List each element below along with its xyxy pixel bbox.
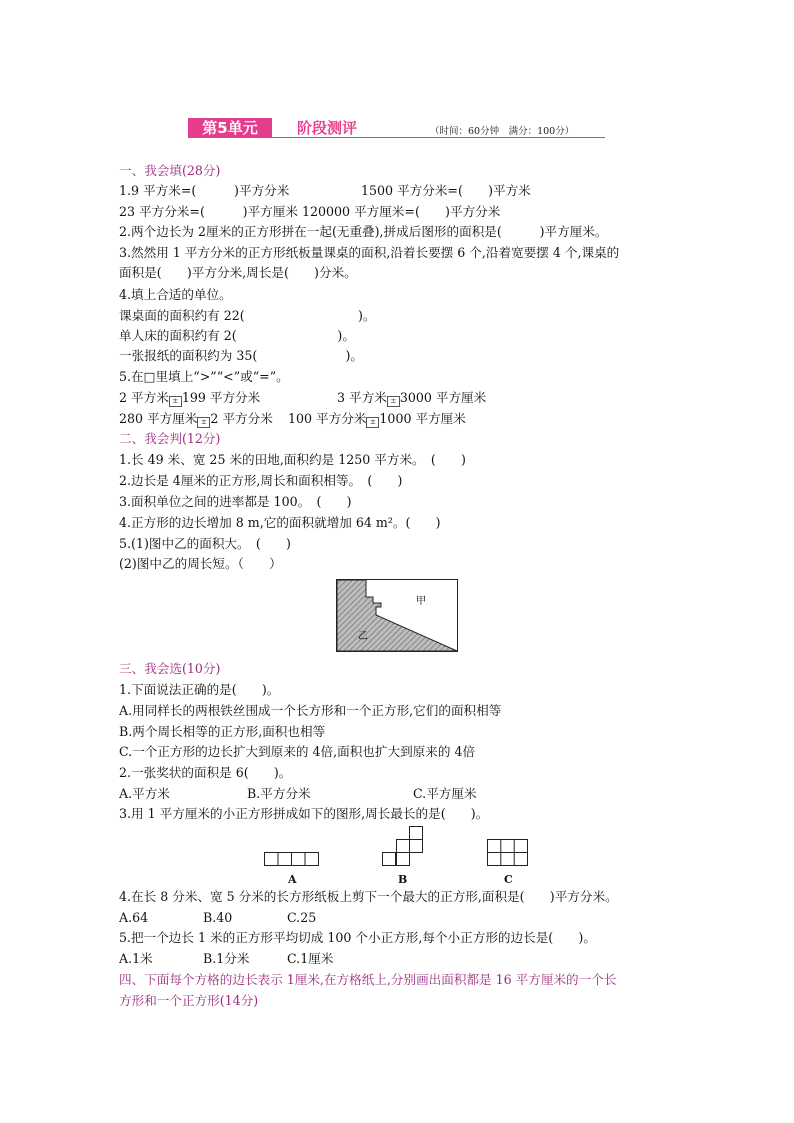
choice-2: 2.一张奖状的面积是 6( )。 — [119, 765, 292, 780]
compare-row-2 — [337, 390, 486, 407]
section-4-line-1: 四、下面每个方格的边长表示 1厘米,在方格纸上,分别画出面积都是 16 平方厘米的一个长 — [119, 972, 617, 987]
judge-5-1: 5.(1)图中乙的面积大。 ( ) — [119, 536, 291, 551]
judge-5-2: (2)图中乙的周长短。（ ） — [119, 556, 282, 571]
figure-c — [487, 839, 529, 867]
choice-2-a: A.平方米 — [119, 786, 170, 801]
q4-line: 4.填上合适的单位。 — [119, 287, 232, 302]
compare-row-3 — [119, 411, 273, 428]
choice-1-b: B.两个周长相等的正方形,面积也相等 — [119, 724, 326, 739]
q1-line-2: 23 平方分米=( )平方厘米 120000 平方厘米=( )平方分米 — [119, 204, 501, 219]
answer-box[interactable]: ± — [366, 417, 379, 428]
compare-1-left: 2 平方米 — [119, 390, 169, 405]
choice-4-b: B.40 — [203, 910, 233, 925]
q5-line: 5.在□里填上“>”“<”或“=”。 — [119, 369, 289, 384]
section-4-line-2: 方形和一个正方形(14分) — [119, 993, 259, 1008]
label-jia: 甲 — [416, 596, 426, 607]
choice-2-c: C.平方厘米 — [413, 786, 477, 801]
figure-a-label: A — [288, 873, 297, 886]
choice-5: 5.把一个边长 1 米的正方形平均切成 100 个小正方形,每个小正方形的边长是( )。 — [119, 930, 596, 945]
choice-5-c: C.1厘米 — [287, 951, 334, 966]
answer-box[interactable]: ± — [169, 396, 182, 407]
judge-4: 4.正方形的边长增加 8 m,它的面积就增加 64 m²。( ) — [119, 515, 441, 530]
judge-1: 1.长 49 米、宽 25 米的田地,面积约是 1250 平方米。 ( ) — [119, 452, 466, 467]
section-2-title: 二、我会判(12分) — [119, 431, 221, 446]
choice-3: 3.用 1 平方厘米的小正方形拼成如下的图形,周长最长的是( )。 — [119, 806, 489, 821]
choice-1: 1.下面说法正确的是( )。 — [119, 682, 280, 697]
compare-row-1 — [119, 390, 260, 407]
compare-row-4 — [288, 411, 466, 428]
q3-line-2: 面积是( )平方分米,周长是( )分米。 — [119, 265, 357, 280]
q4-item-3: 一张报纸的面积约为 35( )。 — [119, 348, 363, 363]
choice-2-b: B.平方分米 — [247, 786, 311, 801]
choice-5-b: B.1分米 — [203, 951, 250, 966]
choice-4-a: A.64 — [119, 910, 149, 925]
compare-2-left: 3 平方米 — [337, 390, 387, 405]
choice-5-a: A.1米 — [119, 951, 153, 966]
choice-1-a: A.用同样长的两根铁丝围成一个长方形和一个正方形,它们的面积相等 — [119, 703, 502, 718]
compare-2-right: 3000 平方厘米 — [399, 390, 487, 405]
page-title: 阶段测评 — [297, 119, 358, 137]
figure-c-label: C — [504, 873, 513, 886]
section-3-title: 三、我会选(10分) — [119, 661, 221, 676]
choice-4: 4.在长 8 分米、宽 5 分米的长方形纸板上剪下一个最大的正方形,面积是( )平方分米。 — [119, 889, 618, 904]
figure-b — [382, 826, 424, 867]
choice-1-c: C.一个正方形的边长扩大到原来的 4倍,面积也扩大到原来的 4倍 — [119, 744, 476, 759]
answer-box[interactable]: ± — [197, 417, 210, 428]
answer-box[interactable]: ± — [387, 396, 400, 407]
judge-3: 3.面积单位之间的进率都是 100。 ( ) — [119, 494, 352, 509]
compare-3-left: 280 平方厘米 — [119, 411, 198, 426]
compare-4-right: 1000 平方厘米 — [379, 411, 466, 426]
header-rule — [188, 137, 605, 138]
compare-3-right: 2 平方分米 — [210, 411, 273, 426]
region-yi — [337, 580, 457, 651]
q4-item-2: 单人床的面积约有 2( )。 — [119, 328, 355, 343]
label-yi: 乙 — [358, 631, 368, 642]
time-score-note: （时间：60分钟 满分：100分） — [430, 126, 575, 137]
judge-2: 2.边长是 4厘米的正方形,周长和面积相等。 ( ) — [119, 473, 403, 488]
compare-1-right: 199 平方分米 — [181, 390, 261, 405]
choice-4-c: C.25 — [287, 910, 317, 925]
area-figure — [336, 579, 458, 652]
q2-line: 2.两个边长为 2厘米的正方形拼在一起(无重叠),拼成后图形的面积是( )平方厘米。 — [119, 224, 608, 239]
q4-item-1: 课桌面的面积约有 22( )。 — [119, 308, 376, 323]
figure-b-label: B — [398, 873, 408, 886]
section-1-title: 一、我会填(28分) — [119, 163, 221, 178]
q1-line-1a: 1.9 平方米=( )平方分米 — [119, 183, 290, 198]
unit-badge: 第5单元 — [188, 118, 272, 138]
figure-a — [264, 852, 320, 867]
q3-line-1: 3.然然用 1 平方分米的正方形纸板量课桌的面积,沿着长要摆 6 个,沿着宽要摆 4 个,课桌的 — [119, 245, 620, 260]
q1-line-1b: 1500 平方分米=( )平方米 — [361, 183, 531, 198]
compare-4-left: 100 平方分米 — [288, 411, 367, 426]
